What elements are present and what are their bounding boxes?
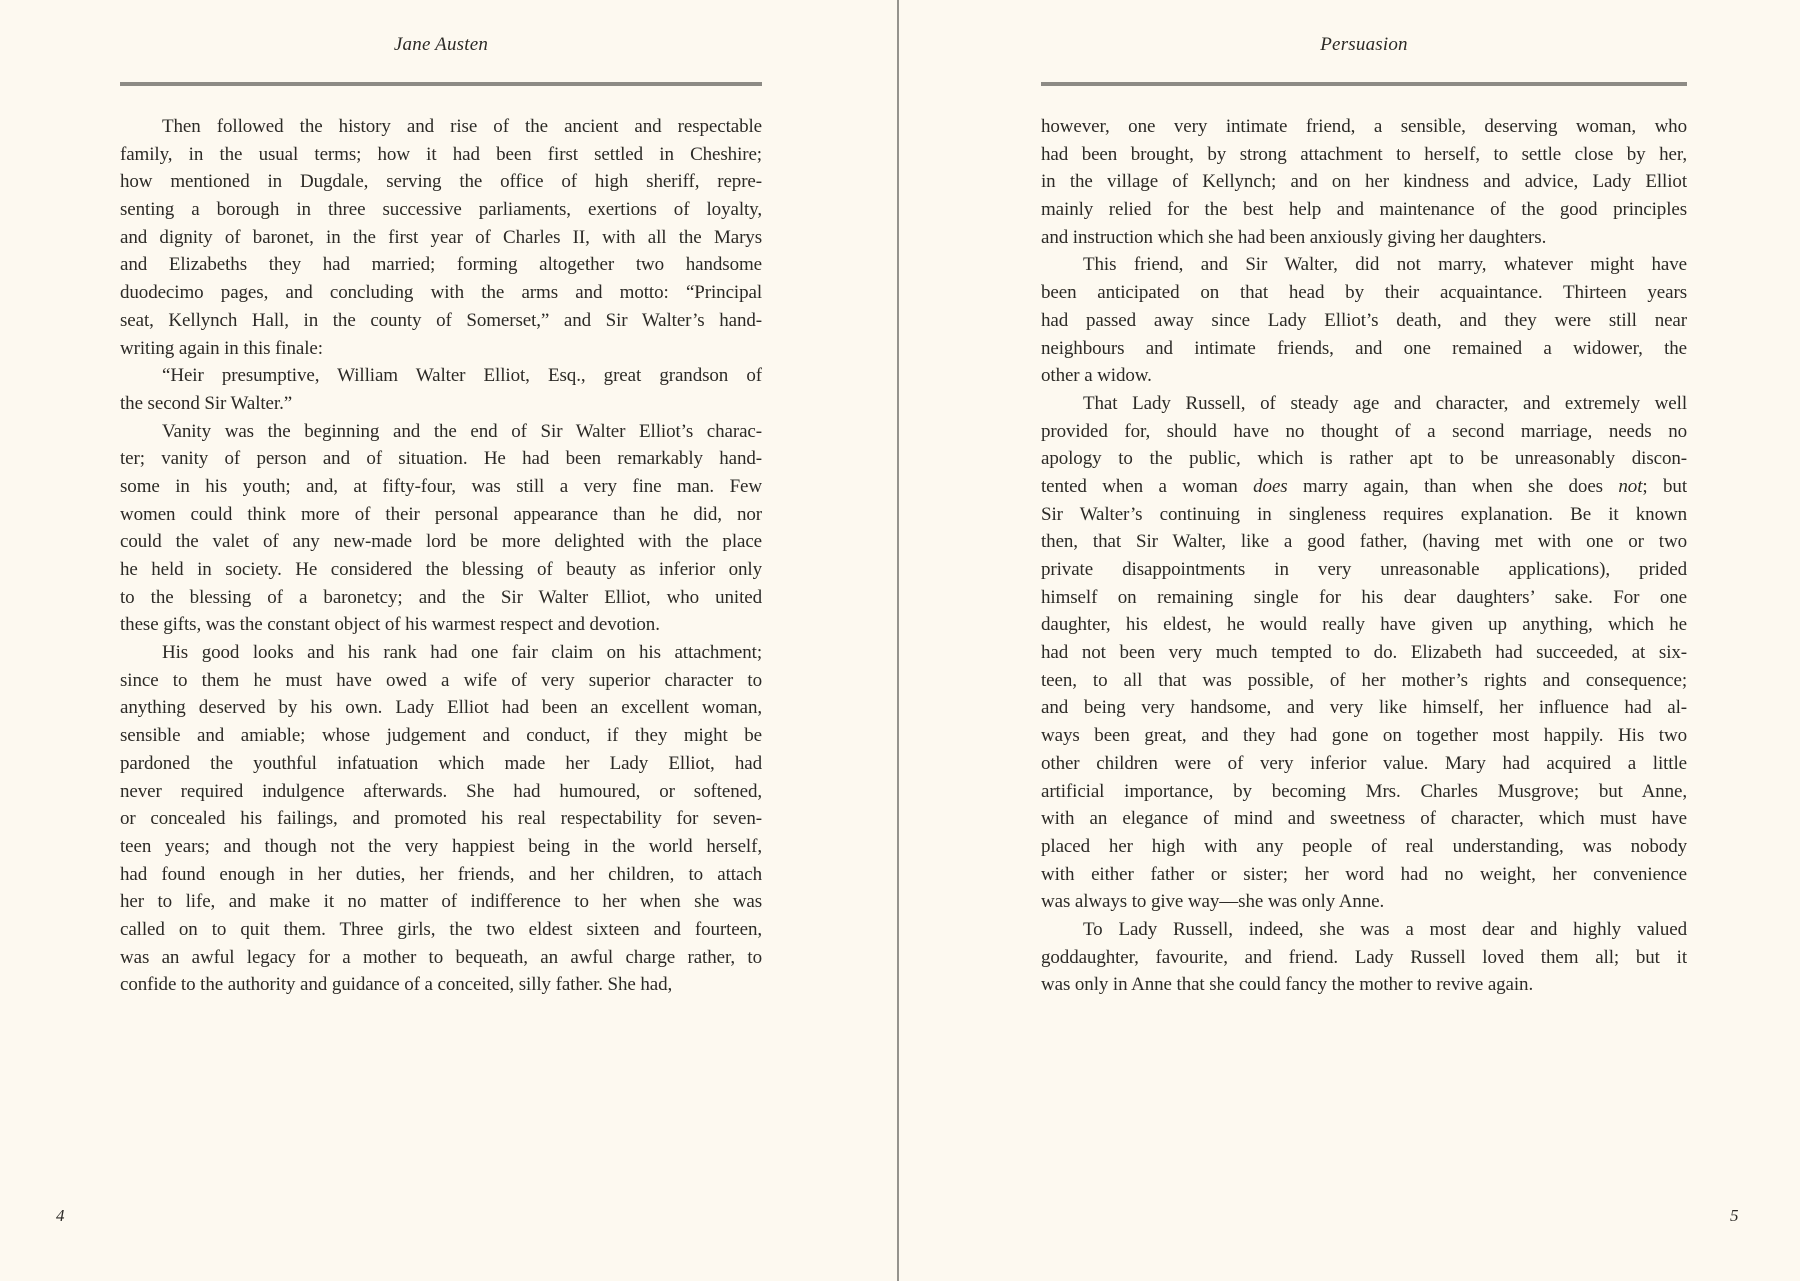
text-line: to the blessing of a baronetcy; and the Sir Walter Elliot, who united [120,586,762,608]
text-line: called on to quit them. Three girls, the two eldest sixteen and fourteen, [120,918,762,940]
text-line: neighbours and intimate friends, and one remained a widower, the [1041,337,1687,359]
text-line: His good looks and his rank had one fair claim on his attachment; [162,642,762,664]
paragraph [1041,390,1687,916]
text-line: duodecimo pages, and concluding with the arms and motto: “Principal [120,282,762,304]
text-line: seat, Kellynch Hall, in the county of Somerset,” and Sir Walter’s hand- [120,309,762,331]
text-line: in the village of Kellynch; and on her kindness and advice, Lady Elliot [1041,171,1687,193]
paragraph [1041,251,1687,389]
text-line: had found enough in her duties, her friends, and her children, to attach [120,863,762,885]
text-line: provided for, should have no thought of a second marriage, needs no [1041,420,1687,442]
text-line: placed her high with any people of real understanding, was nobody [1041,835,1687,857]
page-number-right: 5 [1730,1206,1739,1225]
header-rule-right [1041,82,1687,86]
text-line: or concealed his failings, and promoted his real respectability for seven- [120,808,762,830]
text-line: artificial importance, by becoming Mrs. Charles Musgrove; but Anne, [1041,780,1687,802]
text-line: could the valet of any new-made lord be more delighted with the place [120,531,762,553]
text-line: goddaughter, favourite, and friend. Lady Russell loved them all; but it [1041,946,1687,968]
text-line: had been brought, by strong attachment to herself, to settle close by her, [1041,143,1687,165]
text-line: Then followed the history and rise of the ancient and respectable [162,116,762,137]
text-line: family, in the usual terms; how it had been first settled in Cheshire; [120,143,762,165]
text-line: had passed away since Lady Elliot’s death, and they were still near [1041,309,1687,331]
text-line: other a widow. [1041,365,1152,387]
running-header-title: Persuasion [1320,34,1408,55]
text-line: ter; vanity of person and of situation. He had been remarkably hand- [120,448,762,470]
paragraph [120,639,762,999]
text-line: been anticipated on that head by their acquaintance. Thirteen years [1041,282,1687,304]
text-line: and Elizabeths they had married; forming altogether two handsome [120,254,762,276]
text-line: writing again in this finale: [120,337,323,359]
text-line: pardoned the youthful infatuation which made her Lady Elliot, had [120,752,762,774]
text-line: himself on remaining single for his dear daughters’ sake. For one [1041,586,1687,608]
text-line: “Heir presumptive, William Walter Elliot, Esq., great grandson of [162,365,762,387]
text-line: tented when a woman does marry again, than when she does not; but [1041,475,1687,497]
body-text-right [1041,113,1687,999]
paragraph [1041,916,1687,999]
text-line: women could think more of their personal appearance than he did, nor [120,503,762,525]
text-line: her to life, and make it no matter of indifference to her when she was [120,891,762,913]
text-line: these gifts, was the constant object of his warmest respect and devotion. [120,614,660,636]
text-line: then, that Sir Walter, like a good father, (having met with one or two [1041,531,1687,553]
text-line: daughter, his eldest, he would really have given up anything, which he [1041,614,1687,636]
text-line: teen years; and though not the very happiest being in the world herself, [120,835,762,857]
paragraph [1041,113,1687,251]
running-header-author: Jane Austen [393,34,489,55]
text-line: and instruction which she had been anxiously giving her daughters. [1041,226,1547,248]
right-page [1041,0,1687,1281]
text-line: never required indulgence afterwards. She had humoured, or softened, [120,780,762,802]
text-line: sensible and amiable; whose judgement and conduct, if they might be [120,725,762,747]
text-line: and being very handsome, and very like himself, her influence had al- [1041,697,1687,719]
text-line: with either father or sister; her word had no weight, her convenience [1041,863,1687,885]
header-rule-left [120,82,762,86]
text-line: This friend, and Sir Walter, did not marry, whatever might have [1083,254,1687,276]
text-line: Sir Walter’s continuing in singleness requires explanation. Be it known [1041,503,1687,525]
text-line: with an elegance of mind and sweetness of character, which must have [1041,808,1687,830]
body-text-left [120,113,762,999]
page-number-left: 4 [56,1206,65,1225]
text-line: and dignity of baronet, in the first year of Charles II, with all the Marys [120,226,762,248]
text-line: anything deserved by his own. Lady Elliot had been an excellent woman, [120,697,762,719]
text-line: senting a borough in three successive parliaments, exertions of loyalty, [120,199,762,221]
text-line: mainly relied for the best help and maintenance of the good principles [1041,199,1687,221]
text-line: other children were of very inferior value. Mary had acquired a little [1041,752,1687,774]
text-line: teen, to all that was possible, of her mother’s rights and consequence; [1041,669,1687,691]
text-line: private disappointments in very unreasonable applications), prided [1041,559,1687,580]
text-line: since to them he must have owed a wife of very superior character to [120,669,762,691]
text-line: the second Sir Walter.” [120,392,293,414]
text-line: some in his youth; and, at fifty-four, was still a very fine man. Few [120,475,762,497]
text-line: Vanity was the beginning and the end of Sir Walter Elliot’s charac- [162,420,762,442]
text-line: confide to the authority and guidance of a conceited, silly father. She had, [120,974,673,996]
paragraph [120,418,762,640]
left-page [120,0,762,1281]
text-line: was an awful legacy for a mother to bequeath, an awful charge rather, to [120,946,762,968]
text-line: however, one very intimate friend, a sensible, deserving woman, who [1041,116,1687,137]
paragraph [120,113,762,362]
text-line: apology to the public, which is rather apt to be unreasonably discon- [1041,448,1687,470]
text-line: was only in Anne that she could fancy the mother to revive again. [1041,974,1534,996]
text-line: had not been very much tempted to do. Elizabeth had succeeded, at six- [1041,642,1687,664]
text-line: was always to give way—she was only Anne. [1041,891,1385,913]
page-gutter-divider [897,0,899,1281]
paragraph [120,362,762,417]
text-line: how mentioned in Dugdale, serving the office of high sheriff, repre- [120,171,762,193]
text-line: he held in society. He considered the blessing of beauty as inferior only [120,559,762,580]
text-line: To Lady Russell, indeed, she was a most dear and highly valued [1083,918,1687,940]
text-line: ways been great, and they had gone on together most happily. His two [1041,725,1687,747]
text-line: That Lady Russell, of steady age and character, and extremely well [1083,392,1687,414]
